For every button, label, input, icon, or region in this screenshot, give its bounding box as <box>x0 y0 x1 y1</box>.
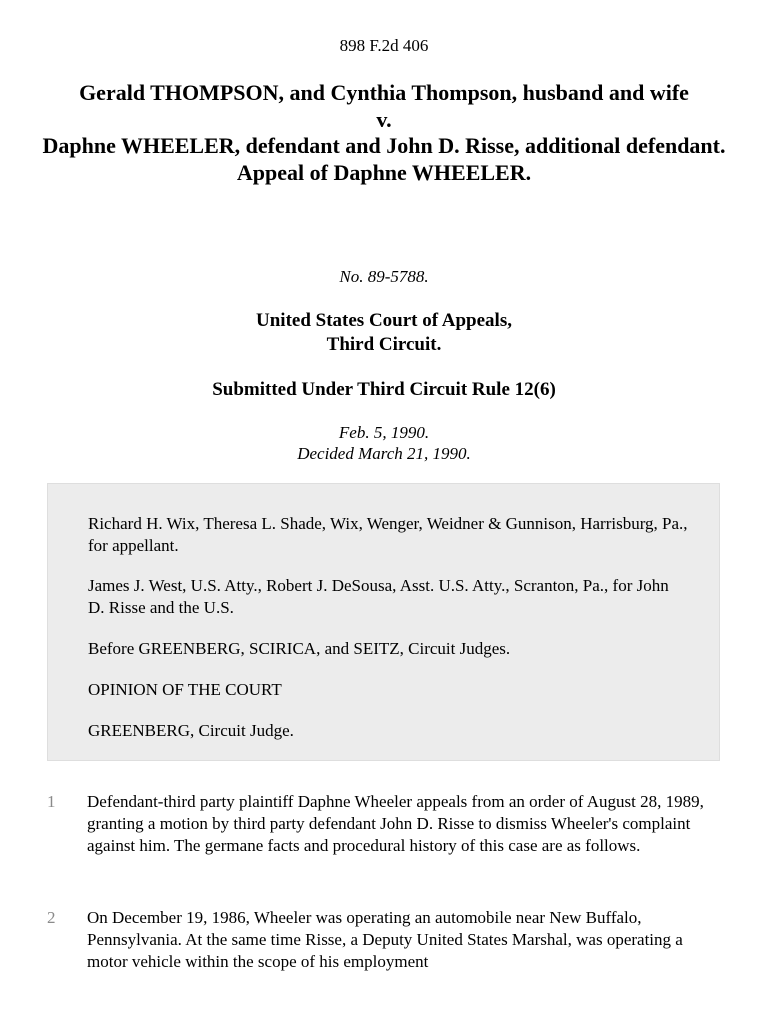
caption-versus: v. <box>376 106 392 132</box>
decided-date: Decided March 21, 1990. <box>297 444 471 463</box>
judges-panel: Before GREENBERG, SCIRICA, and SEITZ, Circuit Judges. <box>88 639 511 658</box>
counsel-panel <box>47 483 720 761</box>
caption-plaintiffs: Gerald THOMPSON, and Cynthia Thompson, husband and wife <box>79 80 689 105</box>
case-caption <box>40 80 728 186</box>
submission-note: Submitted Under Third Circuit Rule 12(6) <box>212 379 556 400</box>
paragraph-text: Defendant-third party plaintiff Daphne Wheeler appeals from an order of August 28, 1989, granting a motion by third party defendant John D. Risse to dismiss Wheeler's complaint against him. The germane facts and procedural history of this case are as follows. <box>87 792 704 855</box>
case-dates <box>0 422 768 464</box>
opinion-heading: OPINION OF THE COURT <box>88 680 282 699</box>
counsel-appellant: Richard H. Wix, Theresa L. Shade, Wix, Wenger, Weidner & Gunnison, Harrisburg, Pa., for appellant. <box>88 514 688 555</box>
court-name-line1: United States Court of Appeals, <box>256 310 512 331</box>
caption-defendants: Daphne WHEELER, defendant and John D. Risse, additional defendant. <box>42 133 726 158</box>
opinion-author: GREENBERG, Circuit Judge. <box>88 721 294 740</box>
submitted-date: Feb. 5, 1990. <box>338 423 430 442</box>
docket-number: No. 89-5788. <box>339 267 429 286</box>
counsel-appellee: James J. West, U.S. Atty., Robert J. DeSousa, Asst. U.S. Atty., Scranton, Pa., for John D. Risse and the U.S. <box>88 576 669 617</box>
case-citation: 898 F.2d 406 <box>339 36 429 55</box>
paragraph-text: On December 19, 1986, Wheeler was operating an automobile near New Buffalo, Pennsylvania. At the same time Risse, a Deputy United States Marshal, was operating a motor vehicle within the scope of his employment <box>87 908 683 971</box>
court-name <box>0 309 768 357</box>
caption-appeal: Appeal of Daphne WHEELER. <box>236 159 532 185</box>
court-name-line2: Third Circuit. <box>326 334 442 355</box>
paragraph-number: 2 <box>47 908 56 927</box>
paragraph-number: 1 <box>47 792 56 811</box>
